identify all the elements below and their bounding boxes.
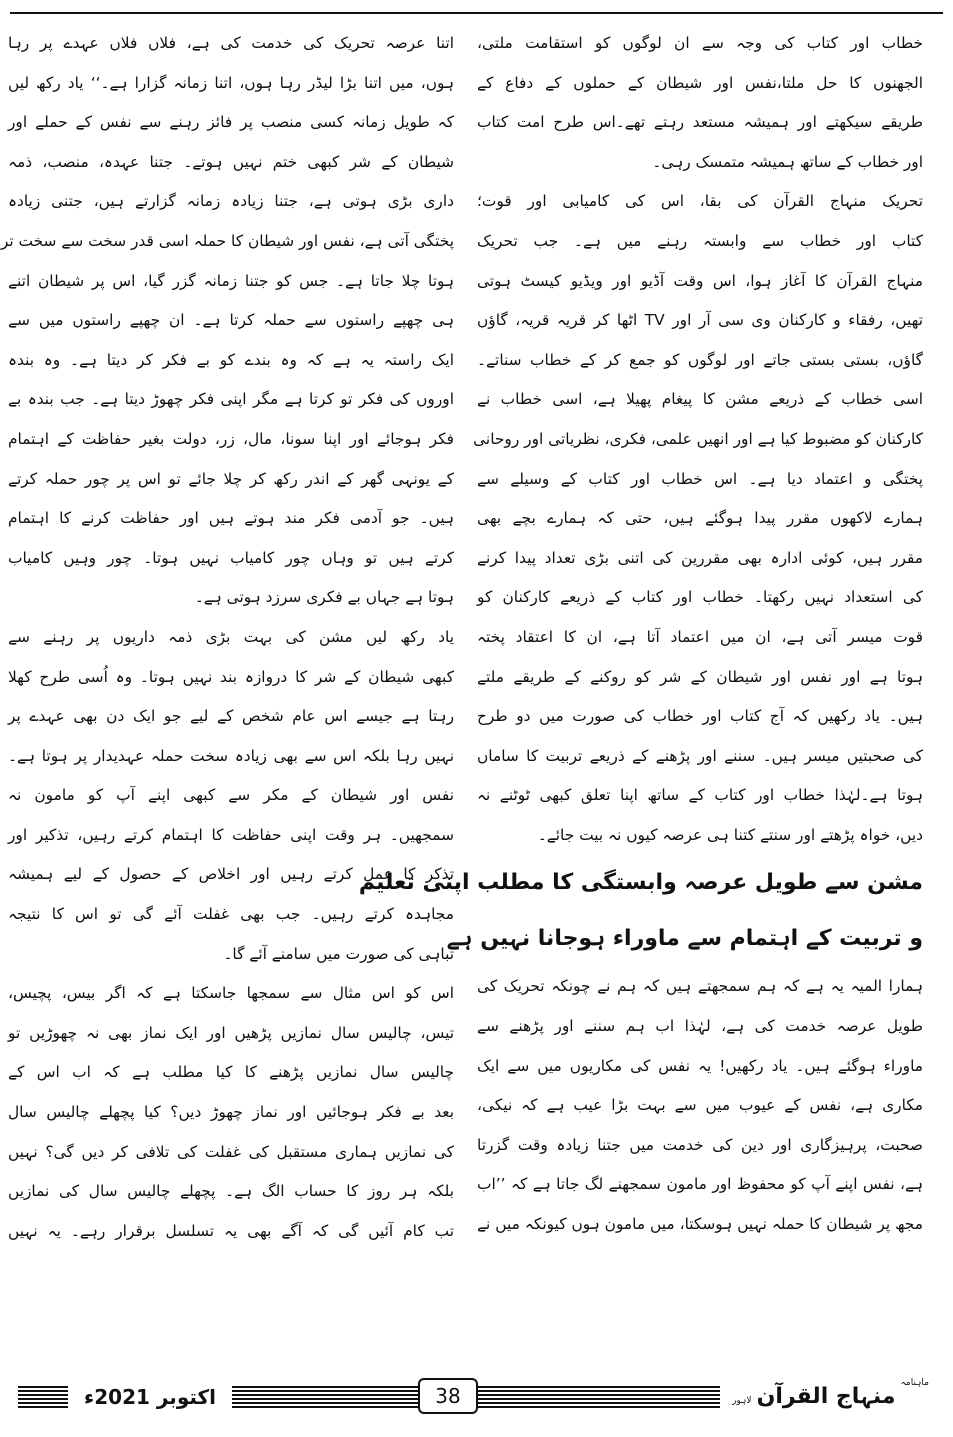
text-line: منہاج القرآن کا آغاز ہوا، اس وقت آڈیو اور ویڈیو کیسٹ ہوتی bbox=[477, 271, 923, 290]
heading-line: مشن سے طویل عرصہ وابستگی کا مطلب اپنی تعلیم bbox=[358, 870, 923, 896]
text-line: قوت میسر آتی ہے، ان میں اعتماد آتا ہے، ان کا اعتقاد پختہ bbox=[477, 627, 923, 646]
text-line: سمجھیں۔ ہر وقت اپنی حفاظت کا اہتمام کرتے رہیں، تذکیر اور bbox=[8, 825, 454, 844]
text-line: مقرر ہیں، کوئی ادارہ بھی مقررین کی اتنی بڑی تعداد پیدا کرنے bbox=[477, 548, 923, 567]
magazine-title: منہاج القرآن bbox=[756, 1384, 896, 1409]
text-line: اور خطاب کے ساتھ ہمیشہ متمسک رہی۔ bbox=[652, 152, 923, 171]
text-line: اوروں کی فکر تو کرتا ہے مگر اپنی فکر چھوڑ دیتا ہے۔ جب بندہ بے bbox=[8, 390, 454, 409]
text-line: نہیں رہا بلکہ اس سے بھی زیادہ سخت حملہ عہدیدار پر ہوتا ہے۔ bbox=[8, 746, 454, 765]
text-line: مجھ پر شیطان کا حملہ نہیں ہوسکتا، میں مامون ہوں کیونکہ میں نے bbox=[477, 1215, 923, 1234]
text-line: کی نمازیں ہماری مستقبل کی غفلت کی تلافی کر دیں گی؟ نہیں bbox=[8, 1142, 454, 1161]
text-line: کارکنان کو مضبوط کیا ہے اور انھیں علمی، فکری، نظریاتی اور روحانی bbox=[473, 429, 923, 448]
text-line: کبھی شیطان کے شر کا دروازہ بند نہیں ہوتا۔ وہ اُسی طرح کھلا bbox=[8, 667, 454, 686]
right-column bbox=[358, 24, 923, 1245]
text-line: ہوتا ہے اور نفس اور شیطان کے شر کو روکنے کے طریقے ملتے bbox=[477, 667, 923, 686]
text-line: ہوں، میں اتنا بڑا لیڈر رہا ہوں، اتنا زمانہ گزارا ہے۔‘‘ یاد رکھ لیں bbox=[8, 73, 454, 92]
text-line: ہوتا ہے۔لہٰذا خطاب اور کتاب کے ساتھ اپنا تعلق کبھی ٹوٹنے نہ bbox=[477, 786, 923, 805]
text-line: داری بڑی ہوتی ہے، جتنا زیادہ زمانہ گزارتے ہیں، جتنی زیادہ bbox=[8, 192, 454, 211]
text-line: ہمارا المیہ یہ ہے کہ ہم سمجھتے ہیں کہ ہم نے چونکہ تحریک کی bbox=[477, 977, 923, 996]
left-column bbox=[0, 24, 454, 1251]
text-line: کتاب اور خطاب سے وابستہ رہنے میں ہے۔ جب تحریک bbox=[477, 231, 923, 250]
text-line: تحریک منہاج القرآن کی بقا، اس کی کامیابی اور قوت؛ bbox=[477, 192, 923, 211]
right-para-3 bbox=[477, 967, 923, 1244]
text-line: تیس، چالیس سال نمازیں پڑھیں اور ایک نماز بھی نہ چھوڑیں تو bbox=[8, 1023, 454, 1042]
text-line: تھیں، رفقاء و کارکنان وی سی آر اور TV اٹھا کر قریہ قریہ، گاؤں bbox=[477, 311, 923, 330]
text-line: صحبت، پرہیزگاری اور دین کی خدمت میں جتنا زیادہ وقت گزرتا bbox=[477, 1135, 923, 1154]
text-line: پختگی و اعتماد دیا ہے۔ اس خطاب اور کتاب کے وسیلے سے bbox=[477, 469, 923, 488]
text-line: طویل عرصہ خدمت کی ہے، لہٰذا اب ہم سننے اور پڑھنے سے bbox=[477, 1017, 923, 1036]
text-line: ہوتا ہے جہاں بے فکری سرزد ہوتی ہے۔ bbox=[194, 588, 454, 607]
text-line: کرتے ہیں تو وہاں چور کامیاب نہیں ہوتا۔ چور وہیں کامیاب bbox=[8, 548, 454, 567]
left-para-3 bbox=[8, 974, 454, 1251]
text-line: تباہی کی صورت میں سامنے آئے گا۔ bbox=[223, 944, 454, 963]
left-para-1 bbox=[0, 24, 454, 618]
text-line: دیں، خواہ پڑھتے اور سنتے کتنا ہی عرصہ کیوں نہ بیت جائے۔ bbox=[537, 825, 923, 844]
text-line: ہے، نفس اپنے آپ کو محفوظ اور مامون سمجھنے لگ جاتا ہے کہ ’’اب bbox=[477, 1175, 923, 1194]
text-line: بلکہ ہر روز کا حساب الگ ہے۔ پچھلے چالیس سال کی نمازیں bbox=[8, 1182, 454, 1201]
text-line: ہیں۔ یاد رکھیں کہ آج کتاب اور خطاب کی صورت میں دو طرح bbox=[477, 707, 923, 726]
magazine-masthead bbox=[720, 1378, 935, 1416]
text-line: کہ طویل زمانہ کسی منصب پر فائز رہنے سے نفس کے حملے اور bbox=[8, 113, 454, 132]
text-line: ایک راستہ یہ ہے کہ وہ بندے کو بے فکر کر دیتا ہے۔ وہ بندہ bbox=[8, 350, 454, 369]
text-line: نفس اور شیطان کے مکر سے کبھی اپنے آپ کو مامون نہ bbox=[8, 786, 454, 805]
text-line: ماوراء ہوگئے ہیں۔ یاد رکھیں! یہ نفس کی مکاریوں میں سے ایک bbox=[477, 1056, 923, 1075]
page-footer bbox=[18, 1378, 935, 1418]
text-line: کی صحبتیں میسر ہیں۔ سننے اور پڑھنے کے ذریعے تربیت کا ساماں bbox=[477, 746, 923, 765]
right-para-2 bbox=[473, 182, 923, 855]
text-line: الجھنوں کا حل ملتا،نفس اور شیطان کے حملوں کے دفاع کے bbox=[477, 73, 923, 92]
text-line: اسی خطاب کے ذریعے مشن کا پیغام پھیلا ہے، اسی خطاب نے bbox=[477, 390, 923, 409]
text-line: ہمارے لاکھوں مقرر پیدا ہوگئے ہیں، حتی کہ ہمارے بچے بھی bbox=[477, 509, 923, 528]
issue-date: اکتوبر 2021ء bbox=[68, 1380, 232, 1414]
text-line: ہیں۔ جو آدمی فکر مند ہوتے ہیں اور حفاظت کرنے کا اہتمام bbox=[8, 509, 454, 528]
text-line: طریقے سیکھتے اور ہمیشہ مستعد رہتے تھے۔اس طرح امت کتاب bbox=[477, 113, 923, 132]
text-line: کے یونہی گھر کے اندر رکھ کر چلا جائے تو اس پر چور حملہ کرتے bbox=[8, 469, 454, 488]
text-line: یاد رکھ لیں مشن کی بہت بڑی ذمہ داریوں پر رہنے سے bbox=[8, 627, 454, 646]
text-line: چالیس سال نمازیں پڑھنے کا کیا مطلب ہے کہ اب اس کے bbox=[8, 1063, 454, 1082]
text-line: رہتا ہے جیسے اس عام شخص کے لیے جو ایک دن بھی عہدے پر bbox=[8, 707, 454, 726]
left-para-2 bbox=[8, 618, 454, 974]
text-line: تذکر کا عمل کرتے رہیں اور اخلاص کے حصول کے لیے ہمیشہ bbox=[8, 865, 454, 884]
text-line: بعد بے فکر ہوجائیں اور نماز چھوڑ دیں؟ کیا پچھلے چالیس سال bbox=[8, 1103, 454, 1122]
text-line: شیطان کے شر کبھی ختم نہیں ہوتے۔ جتنا عہدہ، منصب، ذمہ bbox=[8, 152, 454, 171]
text-line: کی استعداد نہیں رکھتا۔ خطاب اور کتاب کے ذریعے کارکنان کو bbox=[477, 588, 923, 607]
text-line: گاؤں، بستی بستی جاتے اور لوگوں کو جمع کر کے خطاب سناتے۔ bbox=[477, 350, 923, 369]
text-line: پختگی آتی ہے، نفس اور شیطان کا حملہ اسی قدر سخت سے سخت تر bbox=[0, 231, 454, 250]
magazine-label: ماہنامہ bbox=[900, 1378, 929, 1388]
text-line: مکاری ہے، نفس کے عیوب میں سے بہت بڑا عیب ہے کہ نیکی، bbox=[477, 1096, 923, 1115]
text-line: مجاہدہ کرتے رہیں۔ جب بھی غفلت آئے گی تو اس کا نتیجہ bbox=[8, 905, 454, 924]
text-line: اس کو اس مثال سے سمجھا جاسکتا ہے کہ اگر بیس، پچیس، bbox=[8, 984, 454, 1003]
right-para-1 bbox=[477, 24, 923, 182]
text-line: تب کام آئیں گی کہ آگے بھی یہ تسلسل برقرار رہے۔ یہ نہیں bbox=[8, 1221, 454, 1240]
text-line: خطاب اور کتاب کی وجہ سے ان لوگوں کو استقامت ملتی، bbox=[477, 34, 923, 52]
magazine-city: لاہور bbox=[732, 1396, 752, 1406]
heading-line: و تربیت کے اہتمام سے ماوراء ہوجانا نہیں ہے bbox=[446, 926, 923, 952]
section-heading bbox=[358, 855, 923, 967]
text-line: ہی چھپے راستوں سے حملہ کرتا ہے۔ ان چھپے راستوں میں سے bbox=[8, 311, 454, 330]
top-rule bbox=[10, 12, 943, 14]
text-line: ہوتا چلا جاتا ہے۔ جس کو جتنا زمانہ گزر گیا، اس پر شیطان اتنے bbox=[8, 271, 454, 290]
text-line: اتنا عرصہ تحریک کی خدمت کی ہے، فلاں فلاں عہدے پر رہا bbox=[8, 34, 454, 52]
page-number: 38 bbox=[418, 1378, 478, 1414]
text-line: فکر ہوجائے اور اپنا سونا، مال، زر، دولت بغیر حفاظت کے اہتمام bbox=[8, 429, 454, 448]
